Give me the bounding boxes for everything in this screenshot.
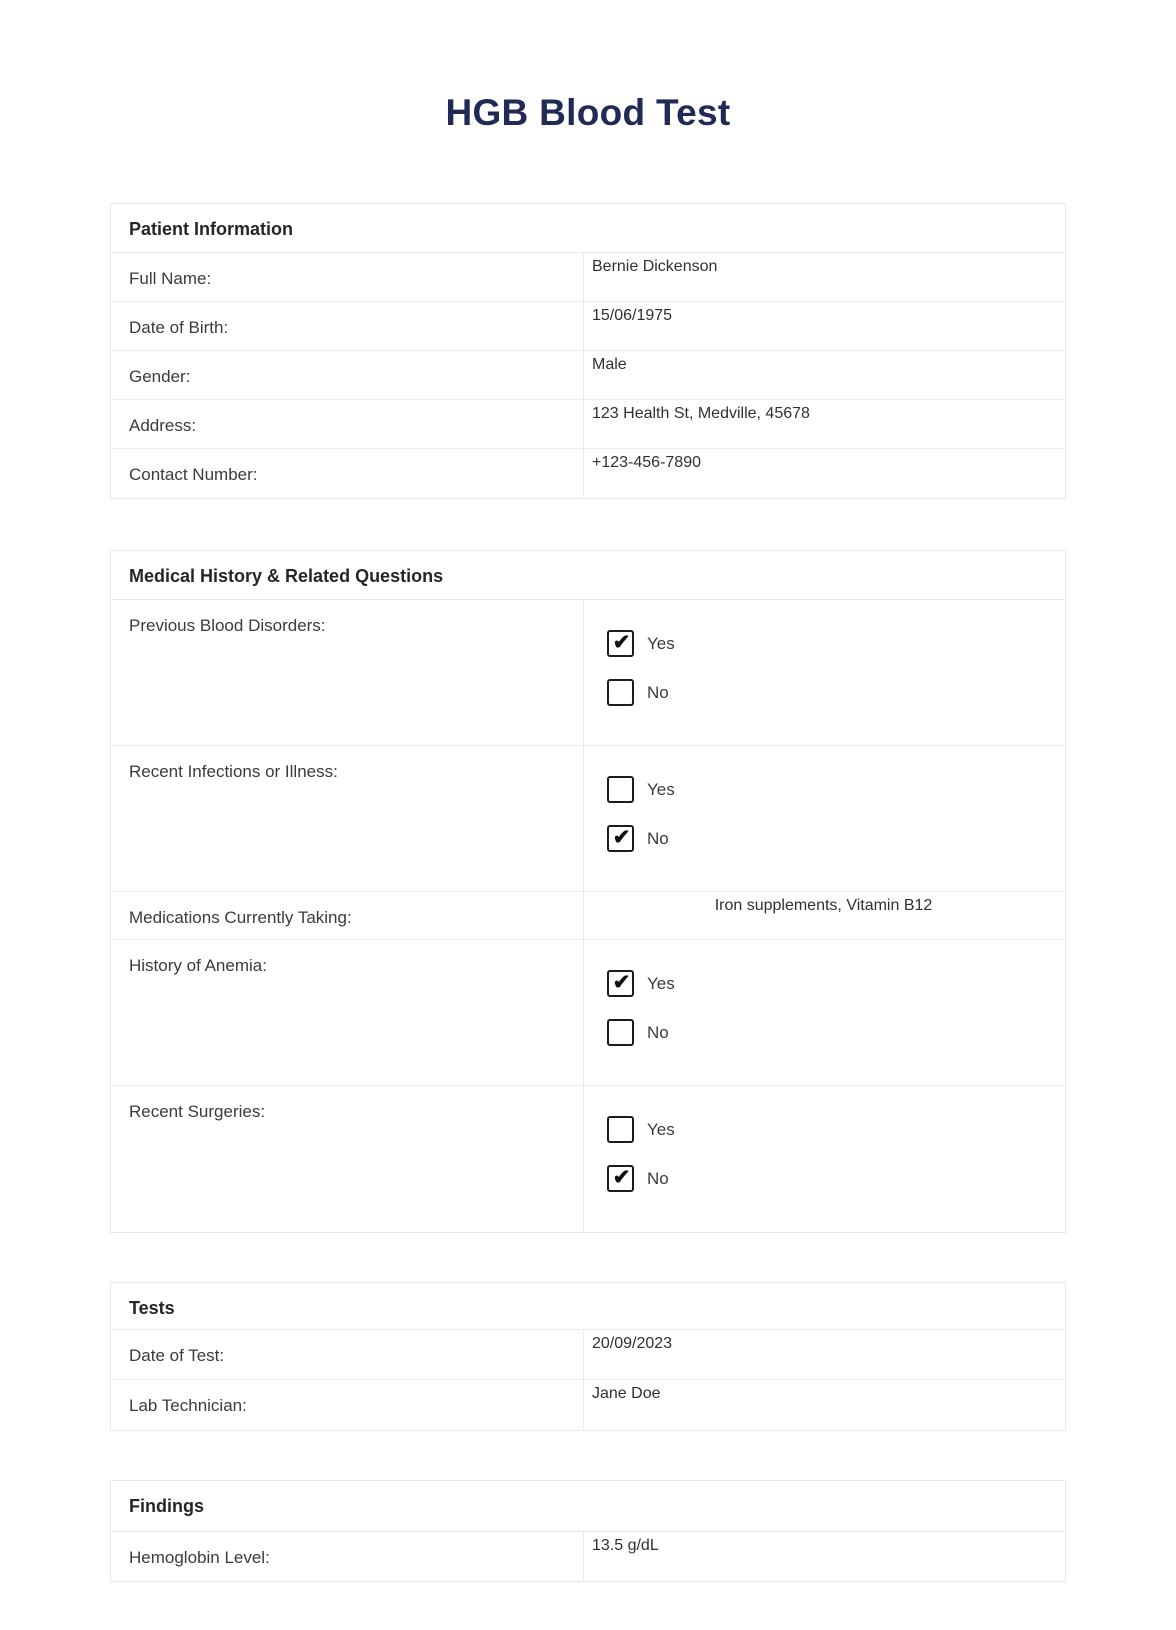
- table-row: [111, 892, 1065, 940]
- row-value-date-of-birth: 15/06/1975: [583, 302, 1065, 350]
- row-value-medications: Iron supplements, Vitamin B12: [583, 892, 1065, 939]
- row-label-previous-blood-disorders: Previous Blood Disorders:: [129, 616, 326, 635]
- checkbox-cell-previous-blood-disorders: [583, 600, 1065, 745]
- row-value-lab-technician: Jane Doe: [583, 1380, 1065, 1430]
- row-value-gender: Male: [583, 351, 1065, 399]
- row-value-hemoglobin-level: 13.5 g/dL: [583, 1532, 1065, 1581]
- row-value-date-of-test: 20/09/2023: [583, 1330, 1065, 1379]
- checkbox-option-no[interactable]: [607, 1019, 1055, 1046]
- table-row: [111, 746, 1065, 892]
- checkbox-no-label: No: [647, 1022, 669, 1042]
- checkbox-cell-recent-surgeries: [583, 1086, 1065, 1232]
- table-row: [111, 253, 1065, 302]
- section-header-medical-history: Medical History & Related Questions: [111, 551, 1065, 600]
- medical-history-table: [110, 550, 1066, 1233]
- checkbox-no[interactable]: [607, 679, 634, 706]
- checkmark-icon: ✔: [612, 970, 631, 994]
- checkmark-icon: ✔: [612, 1165, 631, 1189]
- row-label-contact-number: Contact Number:: [129, 465, 258, 484]
- table-row: [111, 940, 1065, 1086]
- row-label-full-name: Full Name:: [129, 269, 212, 288]
- row-value-address: 123 Health St, Medville, 45678: [583, 400, 1065, 448]
- table-row: [111, 449, 1065, 498]
- row-label-recent-surgeries: Recent Surgeries:: [129, 1102, 266, 1121]
- table-row: [111, 400, 1065, 449]
- checkbox-option-no[interactable]: [607, 1165, 1055, 1192]
- table-row: [111, 600, 1065, 746]
- checkbox-no-label: No: [647, 1168, 669, 1188]
- checkbox-yes-label: Yes: [647, 1119, 675, 1139]
- table-row: [111, 302, 1065, 351]
- checkbox-option-yes[interactable]: [607, 776, 1055, 803]
- checkbox-yes[interactable]: [607, 776, 634, 803]
- row-label-medications: Medications Currently Taking:: [129, 908, 352, 927]
- checkbox-yes-label: Yes: [647, 973, 675, 993]
- checkbox-yes-label: Yes: [647, 779, 675, 799]
- checkmark-icon: ✔: [612, 825, 631, 849]
- checkbox-group: [592, 1091, 1055, 1192]
- row-value-full-name: Bernie Dickenson: [583, 253, 1065, 301]
- page-title: HGB Blood Test: [445, 92, 731, 133]
- row-label-date-of-birth: Date of Birth:: [129, 318, 229, 337]
- row-label-date-of-test: Date of Test:: [129, 1346, 225, 1365]
- checkbox-no-label: No: [647, 682, 669, 702]
- checkbox-cell-recent-infections: [583, 746, 1065, 891]
- row-label-hemoglobin-level: Hemoglobin Level:: [129, 1548, 270, 1567]
- table-row: [111, 1380, 1065, 1430]
- checkbox-no[interactable]: [607, 1165, 634, 1192]
- checkbox-option-yes[interactable]: [607, 970, 1055, 997]
- row-label-recent-infections: Recent Infections or Illness:: [129, 762, 338, 781]
- tests-table: [110, 1282, 1066, 1431]
- section-header-findings: Findings: [111, 1481, 1065, 1532]
- checkbox-no[interactable]: [607, 825, 634, 852]
- checkbox-option-yes[interactable]: [607, 1116, 1055, 1143]
- table-row: [111, 1532, 1065, 1581]
- row-label-lab-technician: Lab Technician:: [129, 1396, 247, 1415]
- checkbox-cell-history-of-anemia: [583, 940, 1065, 1085]
- checkbox-option-no[interactable]: [607, 825, 1055, 852]
- table-row: [111, 351, 1065, 400]
- checkbox-no-label: No: [647, 828, 669, 848]
- row-label-gender: Gender:: [129, 367, 191, 386]
- findings-table: [110, 1480, 1066, 1582]
- table-row: [111, 1330, 1065, 1380]
- checkbox-group: [592, 605, 1055, 706]
- checkbox-group: [592, 945, 1055, 1046]
- checkbox-group: [592, 751, 1055, 852]
- checkbox-yes[interactable]: [607, 630, 634, 657]
- checkbox-option-no[interactable]: [607, 679, 1055, 706]
- patient-information-table: [110, 203, 1066, 499]
- checkbox-no[interactable]: [607, 1019, 634, 1046]
- row-value-contact-number: +123-456-7890: [583, 449, 1065, 498]
- checkbox-yes-label: Yes: [647, 633, 675, 653]
- row-label-history-of-anemia: History of Anemia:: [129, 956, 267, 975]
- section-header-tests: Tests: [111, 1283, 1065, 1330]
- section-header-patient-information: Patient Information: [111, 204, 1065, 253]
- checkmark-icon: ✔: [612, 630, 631, 654]
- table-row: [111, 1086, 1065, 1232]
- row-label-address: Address:: [129, 416, 197, 435]
- checkbox-yes[interactable]: [607, 1116, 634, 1143]
- checkbox-yes[interactable]: [607, 970, 634, 997]
- checkbox-option-yes[interactable]: [607, 630, 1055, 657]
